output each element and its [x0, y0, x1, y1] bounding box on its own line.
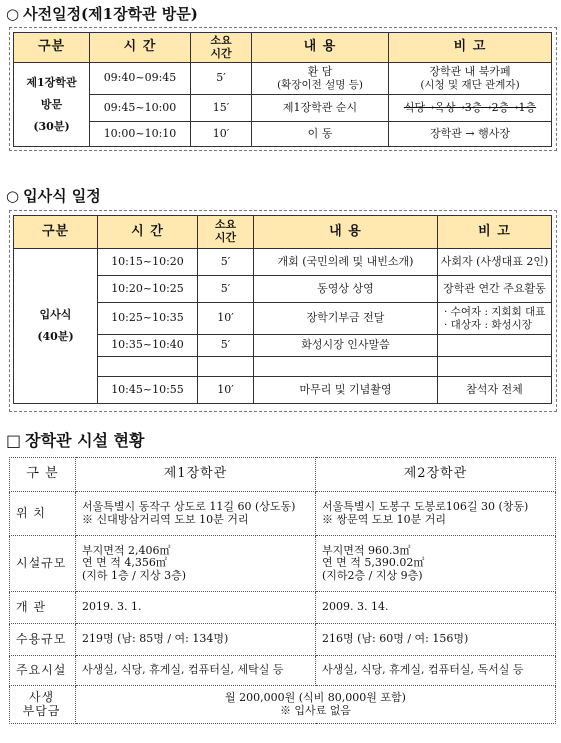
- time-cell: 10:00~10:10: [90, 122, 191, 147]
- col2-cell: 부지면적 960.3㎡ 연 면 적 5,390.02㎡ (지하2층 / 지상 9층): [316, 536, 556, 592]
- group-cell: 제1장학관 방문 (30분): [14, 63, 90, 147]
- col2-cell: 2009. 3. 14.: [316, 592, 556, 624]
- fee-cell: 월 200,000원 (식비 80,000원 포함) ※ 입사료 없음: [76, 686, 556, 724]
- duration-cell: 15′: [191, 95, 252, 122]
- header-duration: 소요 시간: [198, 216, 254, 249]
- row-label: 수용규모: [10, 624, 76, 656]
- duration-cell: 5′: [198, 249, 254, 276]
- note-cell: 사회자 (사생대표 2인): [438, 249, 552, 276]
- section1-title: ○ 사전일정(제1장학관 방문): [6, 5, 198, 23]
- section2-table: [13, 215, 552, 404]
- section1-table: [13, 32, 552, 147]
- note-cell: 참석자 전체: [438, 377, 552, 404]
- row-label: 개 관: [10, 592, 76, 624]
- time-cell: [98, 357, 198, 377]
- note-cell: 식당→옥상→3층→2층→1층: [389, 95, 552, 122]
- section3-title: □ 장학관 시설 현황: [6, 431, 145, 450]
- note-cell: 장학관 연간 주요활동: [438, 276, 552, 303]
- header-label: 구 분: [10, 458, 76, 492]
- time-cell: 10:15~10:20: [98, 249, 198, 276]
- time-cell: 10:25~10:35: [98, 303, 198, 335]
- col2-cell: 서울특별시 도봉구 도봉로106길 30 (창동) ※ 쌍문역 도보 10분 거리: [316, 492, 556, 536]
- content-cell: 이 동: [252, 122, 389, 147]
- note-cell: [438, 357, 552, 377]
- col1-cell: 2019. 3. 1.: [76, 592, 316, 624]
- duration-cell: 10′: [191, 122, 252, 147]
- time-cell: 10:35~10:40: [98, 335, 198, 357]
- header-group: 구분: [14, 216, 98, 249]
- row-label: 위 치: [10, 492, 76, 536]
- content-cell: 화성시장 인사말씀: [254, 335, 438, 357]
- col1-cell: 사생실, 식당, 휴게실, 컴퓨터실, 세탁실 등: [76, 656, 316, 686]
- section3-table: [9, 457, 556, 724]
- header-content: 내 용: [252, 33, 389, 63]
- header-col1: 제1장학관: [76, 458, 316, 492]
- duration-cell: 10′: [198, 377, 254, 404]
- content-cell: [254, 357, 438, 377]
- content-cell: 환 담 (확장이전 설명 등): [252, 63, 389, 95]
- header-time: 시 간: [90, 33, 191, 63]
- time-cell: 10:20~10:25: [98, 276, 198, 303]
- duration-cell: 5′: [198, 276, 254, 303]
- header-note: 비 고: [389, 33, 552, 63]
- col1-cell: 219명 (남: 85명 / 여: 134명): [76, 624, 316, 656]
- duration-cell: 10′: [198, 303, 254, 335]
- row-label-fee: 사생 부담금: [10, 686, 76, 724]
- duration-cell: 5′: [198, 335, 254, 357]
- row-label: 주요시설: [10, 656, 76, 686]
- content-cell: 마무리 및 기념촬영: [254, 377, 438, 404]
- section2-title: ○ 입사식 일정: [6, 187, 101, 205]
- content-cell: 동영상 상영: [254, 276, 438, 303]
- header-duration: 소요 시간: [191, 33, 252, 63]
- group-cell: 입사식 (40분): [14, 249, 98, 404]
- time-cell: 09:40~09:45: [90, 63, 191, 95]
- content-cell: 제1장학관 순시: [252, 95, 389, 122]
- note-cell: 장학관 내 북카페 (시청 및 재단 관계자): [389, 63, 552, 95]
- header-time: 시 간: [98, 216, 198, 249]
- header-content: 내 용: [254, 216, 438, 249]
- col1-cell: 부지면적 2,406㎡ 연 면 적 4,356㎡ (지하 1층 / 지상 3층): [76, 536, 316, 592]
- time-cell: 09:45~10:00: [90, 95, 191, 122]
- content-cell: 장학기부금 전달: [254, 303, 438, 335]
- header-group: 구분: [14, 33, 90, 63]
- note-cell: · 수여자 : 지회회 대표 · 대상자 : 화성시장: [438, 303, 552, 335]
- col2-cell: 사생실, 식당, 휴게실, 컴퓨터실, 독서실 등: [316, 656, 556, 686]
- time-cell: 10:45~10:55: [98, 377, 198, 404]
- content-cell: 개회 (국민의례 및 내빈소개): [254, 249, 438, 276]
- row-label: 시설규모: [10, 536, 76, 592]
- note-cell: 장학관 → 행사장: [389, 122, 552, 147]
- duration-cell: 5′: [191, 63, 252, 95]
- duration-cell: [198, 357, 254, 377]
- header-col2: 제2장학관: [316, 458, 556, 492]
- header-note: 비 고: [438, 216, 552, 249]
- note-cell: [438, 335, 552, 357]
- col2-cell: 216명 (남: 60명 / 여: 156명): [316, 624, 556, 656]
- col1-cell: 서울특별시 동작구 상도로 11길 60 (상도동) ※ 신대방삼거리역 도보 10분 거리: [76, 492, 316, 536]
